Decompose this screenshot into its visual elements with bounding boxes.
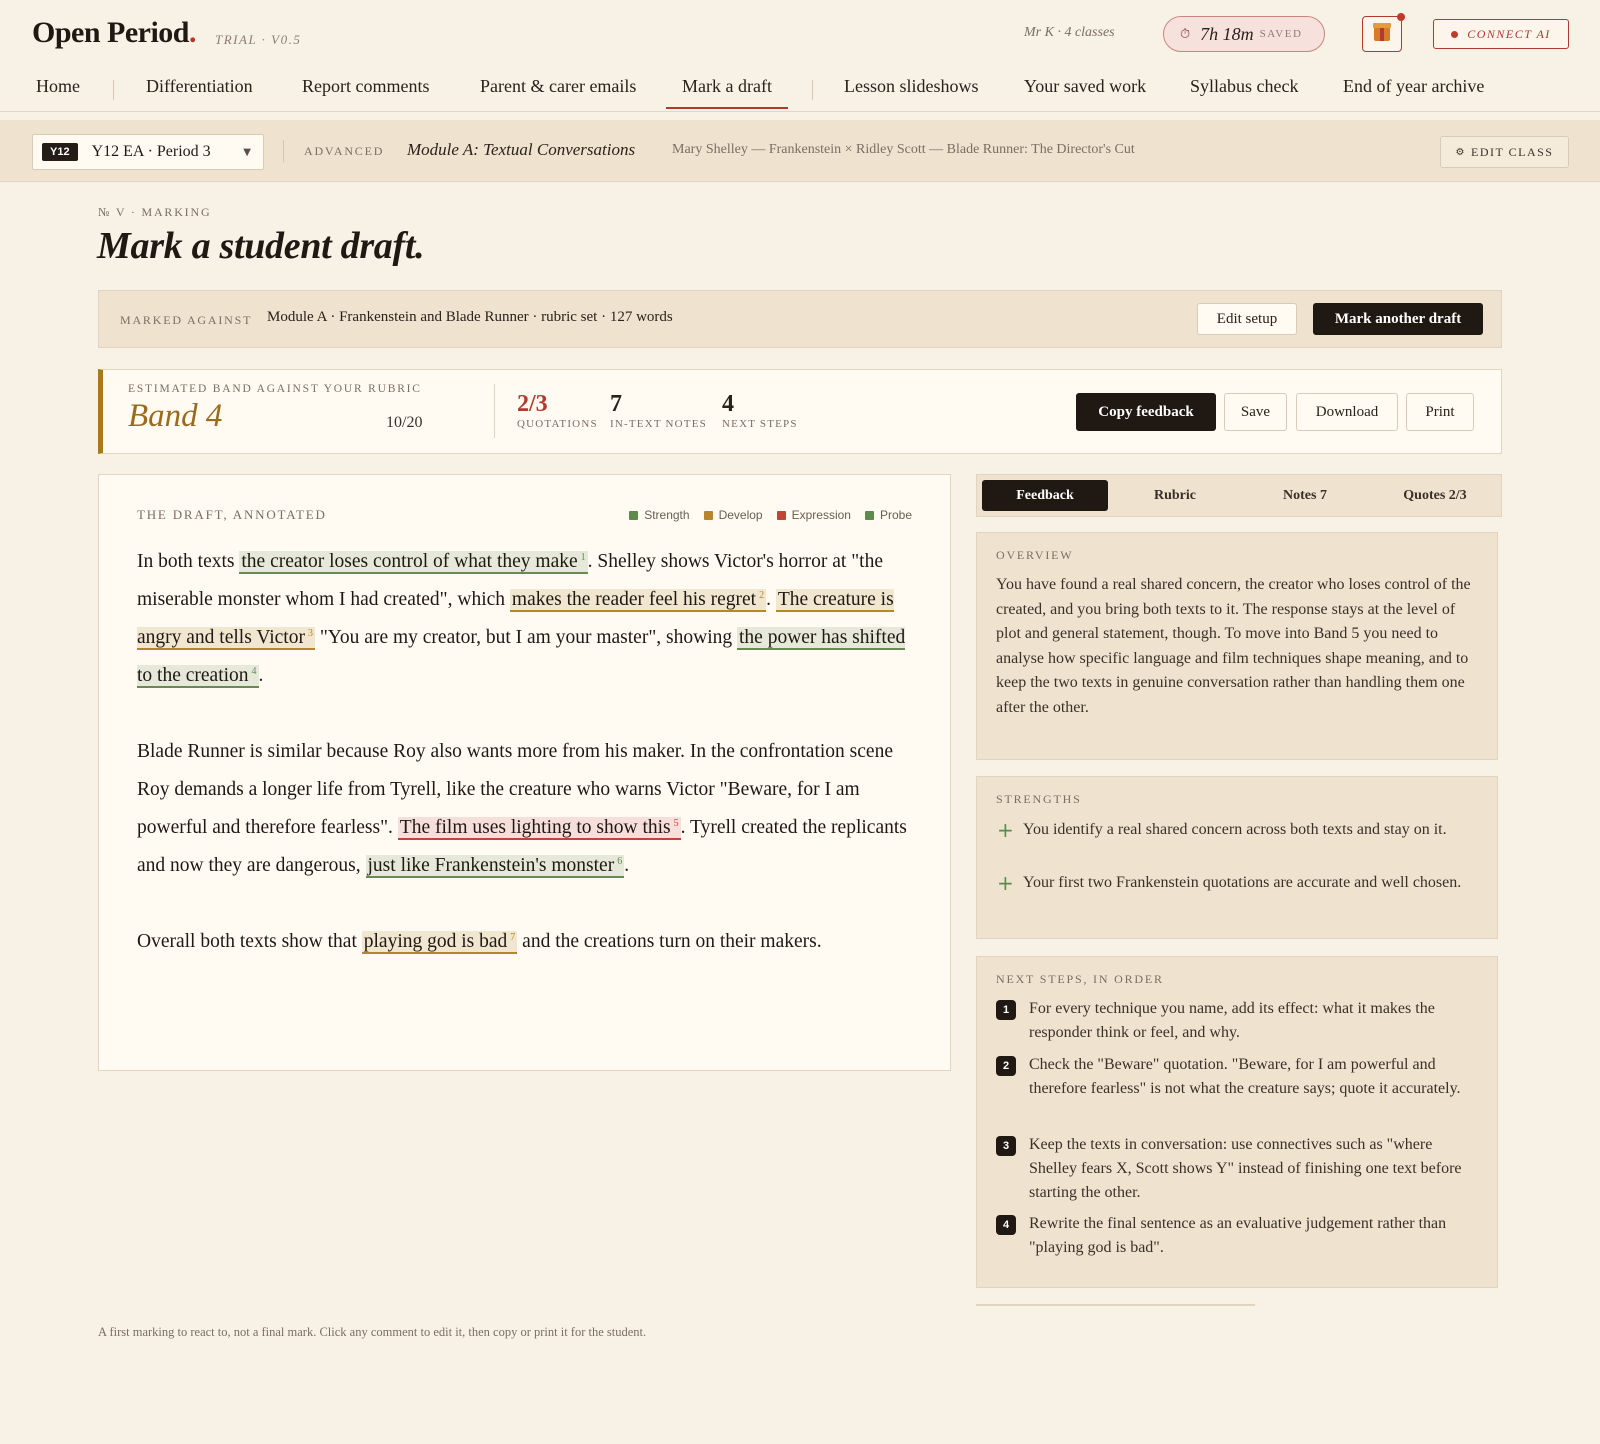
next-step-item[interactable] (996, 1133, 1482, 1205)
annotation-number: 4 (251, 666, 257, 677)
connect-ai-label: CONNECT AI (1467, 26, 1551, 41)
nav-parent-emails[interactable]: Parent & carer emails (480, 76, 637, 96)
next-step-text: Rewrite the final sentence as an evaluative judgement rather than "playing god is bad". (1029, 1215, 1447, 1256)
class-selector[interactable] (32, 134, 264, 170)
legend-probe (865, 508, 912, 522)
stat-next-steps (722, 392, 798, 430)
annotation-number: 1 (580, 552, 586, 563)
tab-rubric[interactable]: Rubric (1154, 487, 1196, 503)
annotation-expression[interactable] (398, 817, 681, 840)
section-kicker: № V · MARKING (98, 205, 212, 219)
draft-text-run: . (258, 665, 264, 686)
divider (494, 384, 495, 438)
annotation-text: The film uses lighting to show this (399, 817, 671, 838)
version-label: TRIAL · V0.5 (215, 32, 302, 47)
tab-feedback[interactable]: Feedback (982, 480, 1108, 511)
stat-notes-value: 7 (610, 391, 622, 417)
draft-text-run: Overall both texts show that (137, 931, 362, 952)
nav-differentiation[interactable]: Differentiation (146, 76, 253, 96)
annotation-number: 7 (510, 932, 516, 943)
draft-text-run: "You are my creator, but I am your master", showing (314, 627, 737, 648)
status-dot-icon (1451, 31, 1458, 38)
annotation-text: The creature is angry and tells Victor (137, 589, 894, 648)
draft-text-run: and the creations turn on their makers. (517, 931, 822, 952)
annotation-number: 5 (673, 818, 679, 829)
stat-next-steps-caption: NEXT STEPS (722, 418, 798, 430)
chevron-down-icon: ▼ (243, 147, 251, 158)
save-button[interactable]: Save (1224, 393, 1287, 431)
annotation-text: makes the reader feel his regret (511, 589, 757, 610)
gift-icon (1374, 27, 1390, 41)
main-nav (0, 66, 1600, 112)
nav-report-comments[interactable]: Report comments (302, 76, 430, 96)
annotation-text: the creator loses control of what they make (241, 551, 578, 572)
annotation-text: playing god is bad (363, 931, 508, 952)
step-number-badge: 1 (996, 1000, 1016, 1020)
stat-notes-caption: IN-TEXT NOTES (610, 418, 707, 430)
divider (976, 1304, 1255, 1306)
annotation-text: the power has shifted to the creation (137, 627, 906, 686)
annotation-strength[interactable] (239, 551, 587, 574)
download-button[interactable]: Download (1296, 393, 1398, 431)
band-score: 10/20 (386, 414, 423, 431)
annotation-number: 2 (759, 590, 765, 601)
plus-icon: + (997, 818, 1014, 842)
draft-paragraph (137, 923, 917, 961)
annotation-develop[interactable] (510, 589, 766, 612)
step-number-badge: 3 (996, 1136, 1016, 1156)
legend-develop (704, 508, 763, 522)
marked-against-label: MARKED AGAINST (120, 313, 253, 327)
tab-notes[interactable]: Notes 7 (1283, 487, 1327, 503)
legend-label: Develop (718, 508, 763, 522)
nav-divider (113, 80, 114, 100)
stat-quotations-caption: QUOTATIONS (517, 418, 598, 430)
next-step-item[interactable] (996, 997, 1482, 1045)
next-step-item[interactable] (996, 1212, 1482, 1260)
overview-text[interactable]: You have found a real shared concern, the creator who loses control of the created, and you bring both texts to it. The response stays at the level of plot and general statement, though. To move into Band 5 you need to analyse how specific language and film techniques shape meaning, and to keep the two texts in genuine conversation rather than handling them one after the other. (996, 576, 1471, 716)
annotation-number: 3 (307, 628, 313, 639)
clock-icon: ⏱ (1180, 26, 1191, 42)
notification-dot (1397, 13, 1405, 21)
step-number-badge: 2 (996, 1056, 1016, 1076)
next-steps-panel (976, 956, 1498, 1288)
class-bar (0, 120, 1600, 182)
plus-icon: + (997, 871, 1014, 895)
annotation-develop[interactable] (362, 931, 518, 954)
stat-notes (610, 392, 707, 430)
next-step-text: Check the "Beware" quotation. "Beware, for I am powerful and therefore fearless" is not what the creature says; quote it accurately. (1029, 1056, 1461, 1097)
time-saved-badge (1163, 16, 1325, 52)
annotation-text: just like Frankenstein's monster (367, 855, 615, 876)
strengths-panel (976, 776, 1498, 939)
app-logo[interactable]: Open Period. (32, 16, 196, 49)
draft-text-run: . Tyrell created the replicants and now they are dangerous, (137, 817, 907, 876)
print-button[interactable]: Print (1406, 393, 1474, 431)
page-title: Mark a student draft. (97, 225, 425, 267)
marked-against-bar (98, 290, 1502, 348)
legend-swatch (865, 511, 874, 520)
class-name: Y12 EA · Period 3 (91, 143, 211, 160)
footer-note: A first marking to react to, not a final mark. Click any comment to edit it, then copy or print it for the student. (98, 1325, 647, 1339)
next-step-text: Keep the texts in conversation: use connectives such as "where Shelley fears X, Scott shows Y" instead of finishing one text before starting the other. (1029, 1136, 1462, 1201)
next-step-text: For every technique you name, add its effect: what it makes the responder think or feel, and why. (1029, 1000, 1435, 1041)
draft-text (137, 543, 917, 999)
module-title: Module A: Textual Conversations (407, 140, 636, 159)
nav-mark-a-draft[interactable]: Mark a draft (666, 76, 788, 109)
edit-class-label: EDIT CLASS (1471, 144, 1554, 159)
legend-swatch (629, 511, 638, 520)
stat-quotations (517, 392, 598, 430)
top-bar (0, 0, 1600, 66)
draft-paragraph (137, 733, 917, 885)
gear-icon: ⚙ (1455, 146, 1466, 158)
time-saved-value: 7h 18m (1200, 23, 1254, 44)
strength-text: You identify a real shared concern across both texts and stay on it. (1023, 821, 1447, 838)
stat-quotations-value: 2/3 (517, 391, 548, 417)
draft-text-run: . (766, 589, 776, 610)
tab-quotes[interactable]: Quotes 2/3 (1403, 487, 1467, 503)
nav-year-archive[interactable]: End of year archive (1343, 76, 1485, 96)
nav-saved-work[interactable]: Your saved work (1024, 76, 1147, 96)
legend-label: Expression (791, 508, 851, 522)
band-label: ESTIMATED BAND AGAINST YOUR RUBRIC (128, 383, 422, 395)
copy-feedback-button[interactable]: Copy feedback (1076, 393, 1216, 431)
annotation-legend (615, 508, 912, 522)
annotation-number: 6 (617, 856, 623, 867)
course-level: ADVANCED (304, 144, 385, 158)
nav-lesson-slideshows[interactable]: Lesson slideshows (844, 76, 979, 96)
legend-strength (629, 508, 689, 522)
time-saved-label: SAVED (1259, 28, 1303, 40)
legend-swatch (777, 511, 786, 520)
prescribed-texts: Mary Shelley — Frankenstein × Ridley Scott — Blade Runner: The Director's Cut (672, 142, 1135, 157)
connect-ai-button[interactable] (1433, 19, 1569, 49)
strength-text: Your first two Frankenstein quotations are accurate and well chosen. (1023, 874, 1462, 891)
annotated-draft-card (98, 474, 951, 1071)
year-tag: Y12 (42, 143, 78, 161)
draft-text-run: Blade Runner is similar because Roy also wants more from his maker. In the confrontation scene Roy demands a longer life from Tyrell, like the creature who warns Victor "Beware, for I am powerful and therefore fearless". (137, 741, 893, 838)
nav-divider (812, 80, 813, 100)
draft-paragraph (137, 543, 917, 695)
overview-panel (976, 532, 1498, 760)
strength-item[interactable] (996, 871, 1482, 895)
feedback-tabs (976, 474, 1502, 517)
nav-syllabus-check[interactable]: Syllabus check (1190, 76, 1299, 96)
legend-swatch (704, 511, 713, 520)
legend-label: Strength (644, 508, 690, 522)
annotation-probe[interactable] (366, 855, 625, 878)
legend-label: Probe (879, 508, 912, 522)
overview-label: OVERVIEW (996, 548, 1074, 562)
gift-button[interactable] (1362, 16, 1402, 52)
draft-text-run: . (624, 855, 630, 876)
draft-text-run: In both texts (137, 551, 240, 572)
next-steps-label: NEXT STEPS, IN ORDER (996, 972, 1164, 986)
strengths-label: STRENGTHS (996, 792, 1082, 806)
marked-against-value: Module A · Frankenstein and Blade Runner · rubric set · 127 words (267, 309, 673, 325)
strength-item[interactable] (996, 818, 1482, 842)
user-info: Mr K · 4 classes (1024, 25, 1115, 40)
stat-next-steps-value: 4 (722, 391, 734, 417)
mark-another-draft-button[interactable]: Mark another draft (1313, 303, 1483, 335)
nav-home[interactable]: Home (36, 76, 80, 96)
edit-setup-button[interactable]: Edit setup (1197, 303, 1297, 335)
next-step-item[interactable] (996, 1053, 1482, 1101)
band-summary-card (98, 369, 1502, 454)
band-value: Band 4 (128, 398, 223, 434)
draft-text-run: . Shelley shows Victor's horror at "the miserable monster whom I had created", which (137, 551, 883, 610)
edit-class-button[interactable] (1440, 136, 1569, 168)
step-number-badge: 4 (996, 1215, 1016, 1235)
legend-expression (777, 508, 851, 522)
draft-label: THE DRAFT, ANNOTATED (137, 507, 327, 522)
divider (283, 140, 284, 162)
